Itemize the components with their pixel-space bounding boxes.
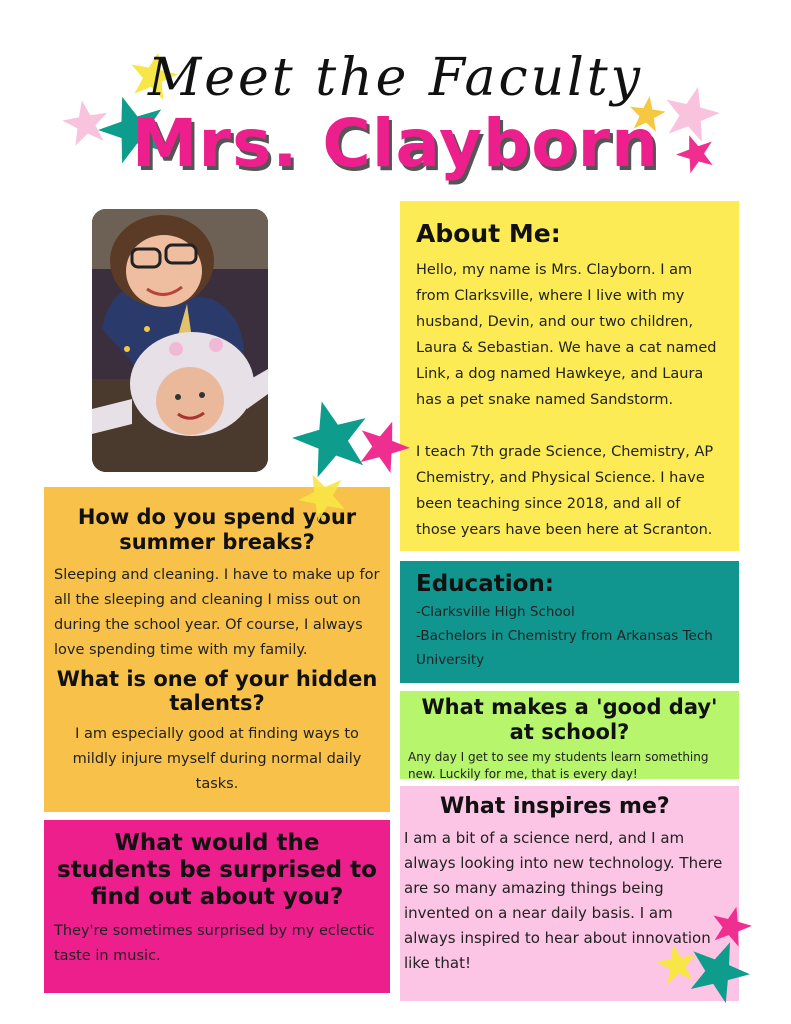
surprise-section: [44, 820, 390, 993]
talents-answer: I am especially good at finding ways to mildly injure myself during normal daily tasks.: [72, 726, 362, 793]
page-subtitle: Meet the Faculty: [148, 48, 643, 108]
teacher-photo: [92, 209, 268, 472]
talents-heading: What is one of your hidden talents?: [56, 666, 378, 716]
education-heading: Education:: [416, 571, 554, 597]
good-day-section: [400, 691, 739, 779]
about-me-section: [400, 201, 739, 551]
surprise-heading: What would the students be surprised to find out about you?: [57, 830, 377, 911]
photo-illustration: [92, 209, 268, 472]
education-item: -Bachelors in Chemistry from Arkansas Tech University: [416, 628, 713, 669]
inspires-heading: What inspires me?: [440, 794, 670, 819]
page-title: Mrs. Clayborn: [131, 105, 660, 182]
education-section: [400, 561, 739, 683]
summer-answer: Sleeping and cleaning. I have to make up for all the sleeping and cleaning I miss out on during the school year. Of course, I always love spending time with my family.: [54, 566, 380, 658]
good-day-answer: Any day I get to see my students learn something new. Luckily for me, that is every day!: [408, 749, 709, 781]
education-item: -Clarksville High School: [416, 604, 575, 621]
about-me-paragraph-2: I teach 7th grade Science, Chemistry, AP Chemistry, and Physical Science. I have been teaching since 2018, and all of those years have been here at Scranton.: [416, 443, 714, 538]
summer-talents-section: [44, 487, 390, 812]
good-day-heading: What makes a 'good day' at school?: [421, 695, 718, 744]
star-icon: [686, 940, 750, 1004]
surprise-answer: They're sometimes surprised by my eclectic taste in music.: [54, 923, 375, 965]
summer-heading: How do you spend your summer breaks?: [77, 505, 357, 554]
star-icon: [298, 472, 348, 522]
inspires-answer: I am a bit of a science nerd, and I am always looking into new technology. There are so many amazing things being invented on a near daily basis. I am always inspired to hear about innovation like that!: [404, 828, 723, 972]
about-me-heading: About Me:: [416, 219, 561, 248]
star-icon: [356, 420, 410, 474]
about-me-paragraph-1: Hello, my name is Mrs. Clayborn. I am from Clarksville, where I live with my husband, Devin, and our two children, Laura & Sebastian. We have a cat named Link, a dog named Hawkeye, and Laura has a pet snake named Sandstorm.: [416, 261, 717, 408]
